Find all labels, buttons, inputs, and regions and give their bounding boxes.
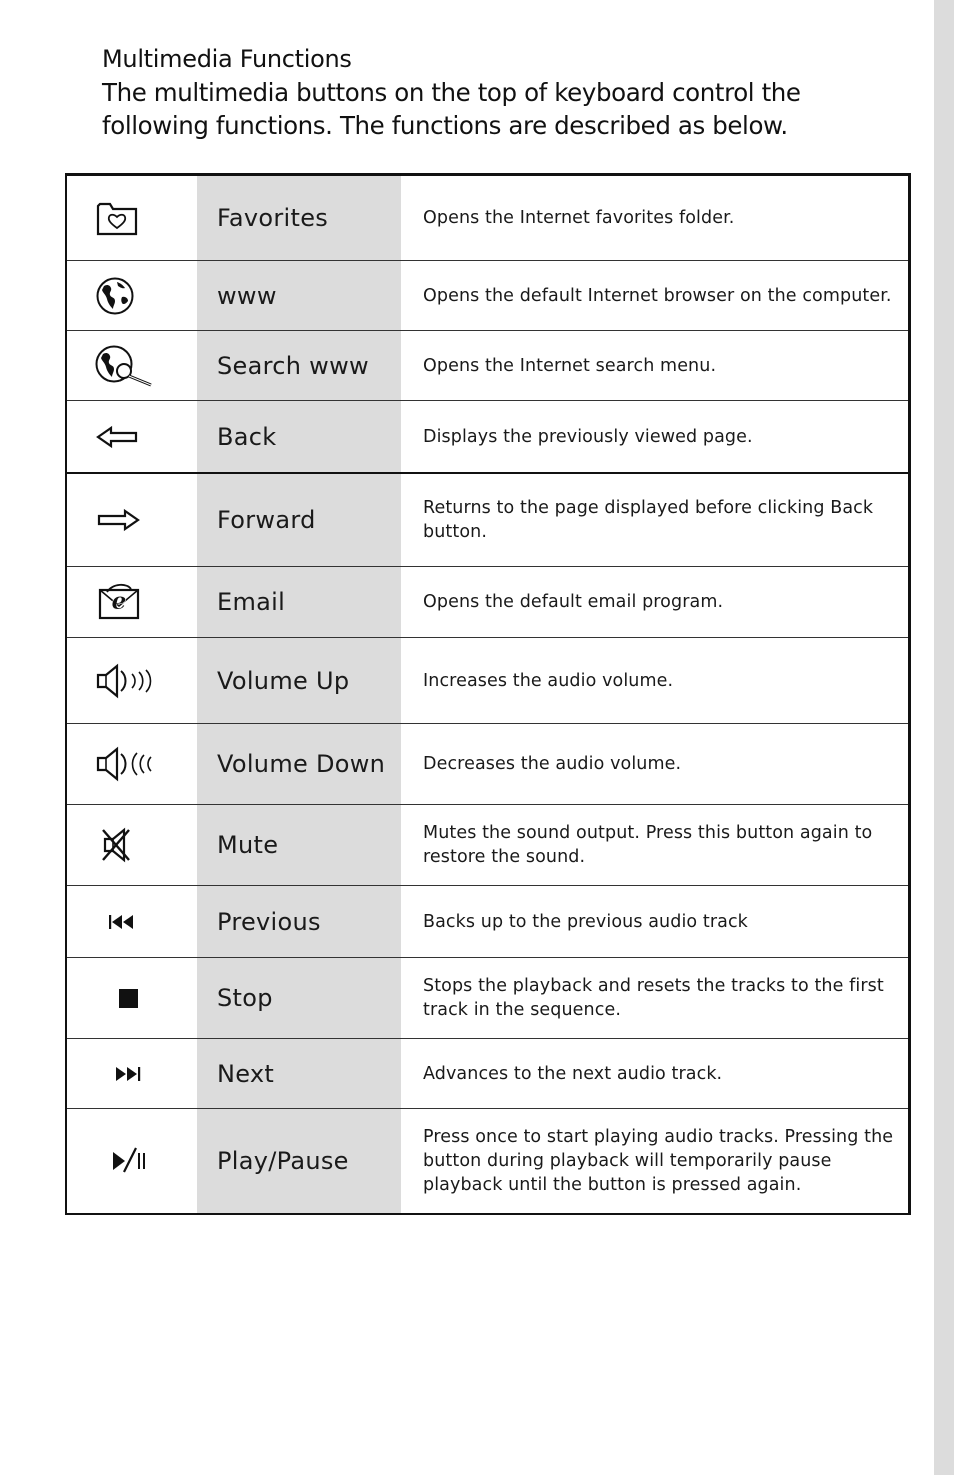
- function-description: Decreases the audio volume.: [423, 754, 682, 774]
- table-row: [67, 958, 908, 1039]
- function-description: Opens the default Internet browser on the computer.: [423, 285, 892, 306]
- globe-search-icon: [95, 344, 157, 388]
- table-row: [67, 331, 908, 401]
- function-description: Stops the playback and resets the tracks to the first track in the sequence.: [423, 976, 884, 1020]
- function-name: Play/Pause: [197, 1109, 401, 1213]
- function-description: Displays the previously viewed page.: [423, 426, 753, 447]
- function-name: Email: [197, 567, 401, 637]
- function-description: Opens the default email program.: [423, 592, 724, 612]
- section-title: Multimedia Functions: [102, 45, 352, 73]
- back-arrow-icon: [95, 425, 139, 449]
- function-description: Mutes the sound output. Press this button again to restore the sound.: [423, 823, 873, 867]
- table-row: [67, 1109, 908, 1213]
- email-icon: [95, 582, 143, 622]
- function-name: Mute: [197, 805, 401, 885]
- function-description: Backs up to the previous audio track: [423, 911, 748, 932]
- globe-icon: [95, 275, 137, 317]
- intro-paragraph: The multimedia buttons on the top of keyboard control the following functions. The functions are described as below.: [102, 78, 801, 140]
- table-row: [67, 724, 908, 805]
- table-row: [67, 638, 908, 724]
- table-row: [67, 176, 908, 261]
- function-name: Forward: [197, 474, 401, 566]
- page-edge-bar: [934, 0, 954, 1475]
- function-description: Increases the audio volume.: [423, 670, 674, 691]
- function-name: Previous: [197, 886, 401, 957]
- multimedia-functions-table: [65, 173, 911, 1215]
- table-row: [67, 1039, 908, 1109]
- function-description: Opens the Internet search menu.: [423, 355, 717, 376]
- play-pause-icon: [95, 1146, 149, 1176]
- intro-section: [102, 42, 902, 142]
- svg-text:e: e: [111, 586, 127, 615]
- table-row: [67, 401, 908, 474]
- function-description: Advances to the next audio track.: [423, 1063, 723, 1084]
- mute-icon: [95, 825, 143, 865]
- stop-icon: [95, 986, 139, 1010]
- function-description: Returns to the page displayed before clicking Back button.: [423, 498, 874, 542]
- function-name: Volume Up: [197, 638, 401, 723]
- function-name: Stop: [197, 958, 401, 1038]
- favorites-folder-icon: [95, 198, 139, 238]
- volume-down-icon: [95, 744, 157, 784]
- function-name: Volume Down: [197, 724, 401, 804]
- function-name: www: [197, 261, 401, 330]
- function-description: Opens the Internet favorites folder.: [423, 208, 735, 228]
- table-row: [67, 261, 908, 331]
- table-row: [67, 474, 908, 567]
- next-track-icon: [95, 1064, 145, 1084]
- function-name: Back: [197, 401, 401, 472]
- table-row: [67, 567, 908, 638]
- forward-arrow-icon: [95, 507, 141, 533]
- table-row: [67, 805, 908, 886]
- previous-track-icon: [95, 912, 139, 932]
- volume-up-icon: [95, 661, 155, 701]
- table-row: [67, 886, 908, 958]
- function-name: Favorites: [197, 176, 401, 260]
- function-name: Search www: [197, 331, 401, 400]
- function-description: Press once to start playing audio tracks. Pressing the button during playback will temporarily pause playback until the button is pressed again.: [423, 1127, 894, 1195]
- function-name: Next: [197, 1039, 401, 1108]
